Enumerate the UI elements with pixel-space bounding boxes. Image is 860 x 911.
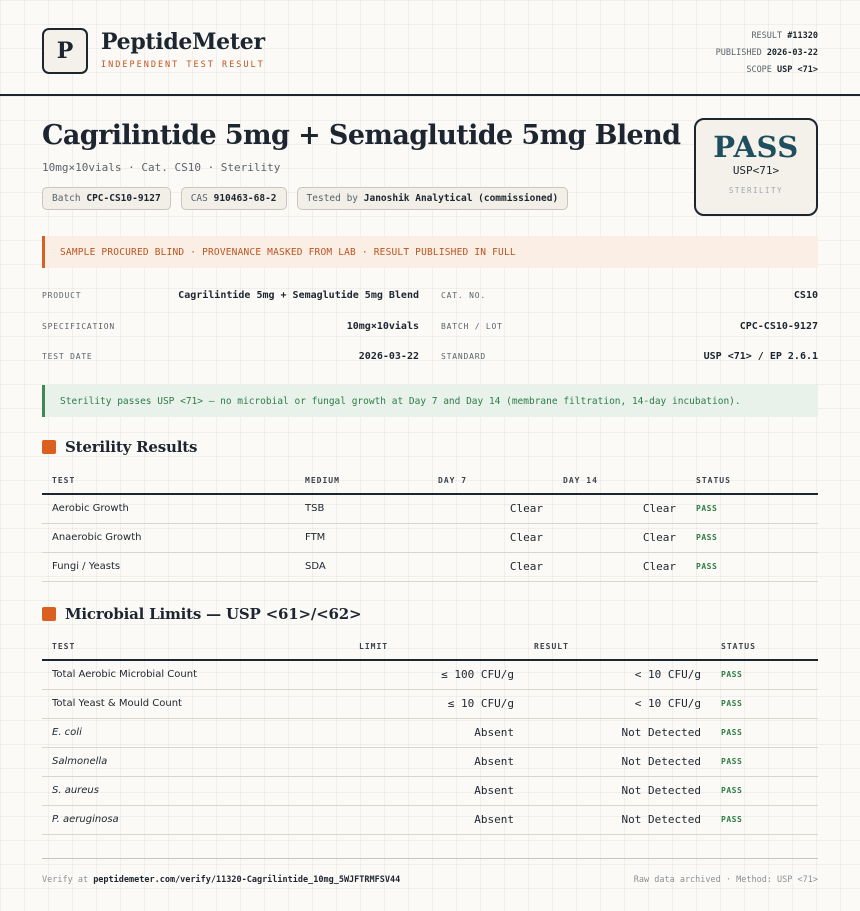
- status-badge: PASS: [686, 523, 818, 552]
- status-badge: PASS: [711, 660, 818, 689]
- detail-product: PRODUCT Cagrilintide 5mg + Semaglutide 5mg Blend: [42, 289, 419, 301]
- product-subtitle: 10mg×10vials · Cat. CS10 · Sterility: [42, 161, 281, 174]
- product-title: Cagrilintide 5mg + Semaglutide 5mg Blend: [42, 120, 681, 151]
- status-badge: PASS: [686, 494, 818, 523]
- table-header-row: TEST MEDIUM DAY 7 DAY 14 STATUS: [42, 468, 818, 494]
- detail-specification: SPECIFICATION 10mg×10vials: [42, 320, 419, 332]
- status-badge: PASS: [711, 747, 818, 776]
- table-row: Total Aerobic Microbial Count ≤ 100 CFU/g < 10 CFU/g PASS: [42, 660, 818, 689]
- verify-link[interactable]: peptidemeter.com/verify/11320-Cagrilintide_10mg_5WJFTRMFSV44: [93, 875, 401, 885]
- result-id-line: RESULT #11320: [751, 31, 818, 41]
- detail-standard: STANDARD USP <71> / EP 2.6.1: [441, 350, 818, 362]
- table-row: Total Yeast & Mould Count ≤ 10 CFU/g < 10 CFU/g PASS: [42, 689, 818, 718]
- section-marker-icon: [42, 607, 56, 621]
- verify-line: Verify at peptidemeter.com/verify/11320-Cagrilintide_10mg_5WJFTRMFSV44: [42, 875, 401, 885]
- table-row: S. aureus Absent Not Detected PASS: [42, 776, 818, 805]
- status-badge: PASS: [711, 805, 818, 834]
- brand-tagline: INDEPENDENT TEST RESULT: [101, 60, 265, 70]
- procurement-notice: SAMPLE PROCURED BLIND · PROVENANCE MASKED FROM LAB · RESULT PUBLISHED IN FULL: [42, 236, 818, 268]
- published-date: 2026-03-22: [766, 48, 818, 58]
- archive-note: Raw data archived · Method: USP <71>: [633, 875, 818, 885]
- table-row: Anaerobic Growth FTM Clear Clear PASS: [42, 523, 818, 552]
- summary-notice: Sterility passes USP <71> — no microbial or fungal growth at Day 7 and Day 14 (membrane filtration, 14-day incubation).: [42, 385, 818, 417]
- pass-badge: [694, 118, 818, 216]
- scope-value: USP <71>: [777, 65, 818, 75]
- sterility-table: [42, 468, 818, 582]
- status-badge: PASS: [711, 776, 818, 805]
- cas-chip: CAS 910463-68-2: [181, 187, 287, 210]
- microbial-section-title: Microbial Limits — USP <61>/<62>: [42, 605, 361, 623]
- badge-standard: USP<71>: [732, 164, 780, 177]
- report-header: [0, 0, 860, 96]
- brand-name: PeptideMeter: [101, 29, 265, 55]
- verdict: PASS: [713, 130, 799, 164]
- report-meta: [716, 28, 818, 79]
- scope-line: SCOPE USP <71>: [746, 65, 818, 75]
- tested-by-chip: Tested by Janoshik Analytical (commissioned): [297, 187, 569, 210]
- detail-batch-lot: BATCH / LOT CPC-CS10-9127: [441, 320, 818, 332]
- table-row: Aerobic Growth TSB Clear Clear PASS: [42, 494, 818, 523]
- status-badge: PASS: [711, 718, 818, 747]
- table-row: Fungi / Yeasts SDA Clear Clear PASS: [42, 552, 818, 581]
- info-chips: [42, 187, 568, 210]
- detail-cat-no: CAT. NO. CS10: [441, 289, 818, 301]
- table-header-row: TEST LIMIT RESULT STATUS: [42, 634, 818, 660]
- published-line: PUBLISHED 2026-03-22: [715, 48, 818, 58]
- table-row: Salmonella Absent Not Detected PASS: [42, 747, 818, 776]
- logo-mark: P: [42, 28, 88, 74]
- microbial-table: [42, 634, 818, 835]
- result-id: #11320: [787, 31, 818, 41]
- status-badge: PASS: [686, 552, 818, 581]
- status-badge: PASS: [711, 689, 818, 718]
- badge-scope: STERILITY: [728, 186, 784, 195]
- report-footer: [42, 858, 818, 885]
- section-marker-icon: [42, 440, 56, 454]
- detail-test-date: TEST DATE 2026-03-22: [42, 350, 419, 362]
- table-row: P. aeruginosa Absent Not Detected PASS: [42, 805, 818, 834]
- batch-chip: Batch CPC-CS10-9127: [42, 187, 171, 210]
- sterility-section-title: Sterility Results: [42, 438, 197, 456]
- table-row: E. coli Absent Not Detected PASS: [42, 718, 818, 747]
